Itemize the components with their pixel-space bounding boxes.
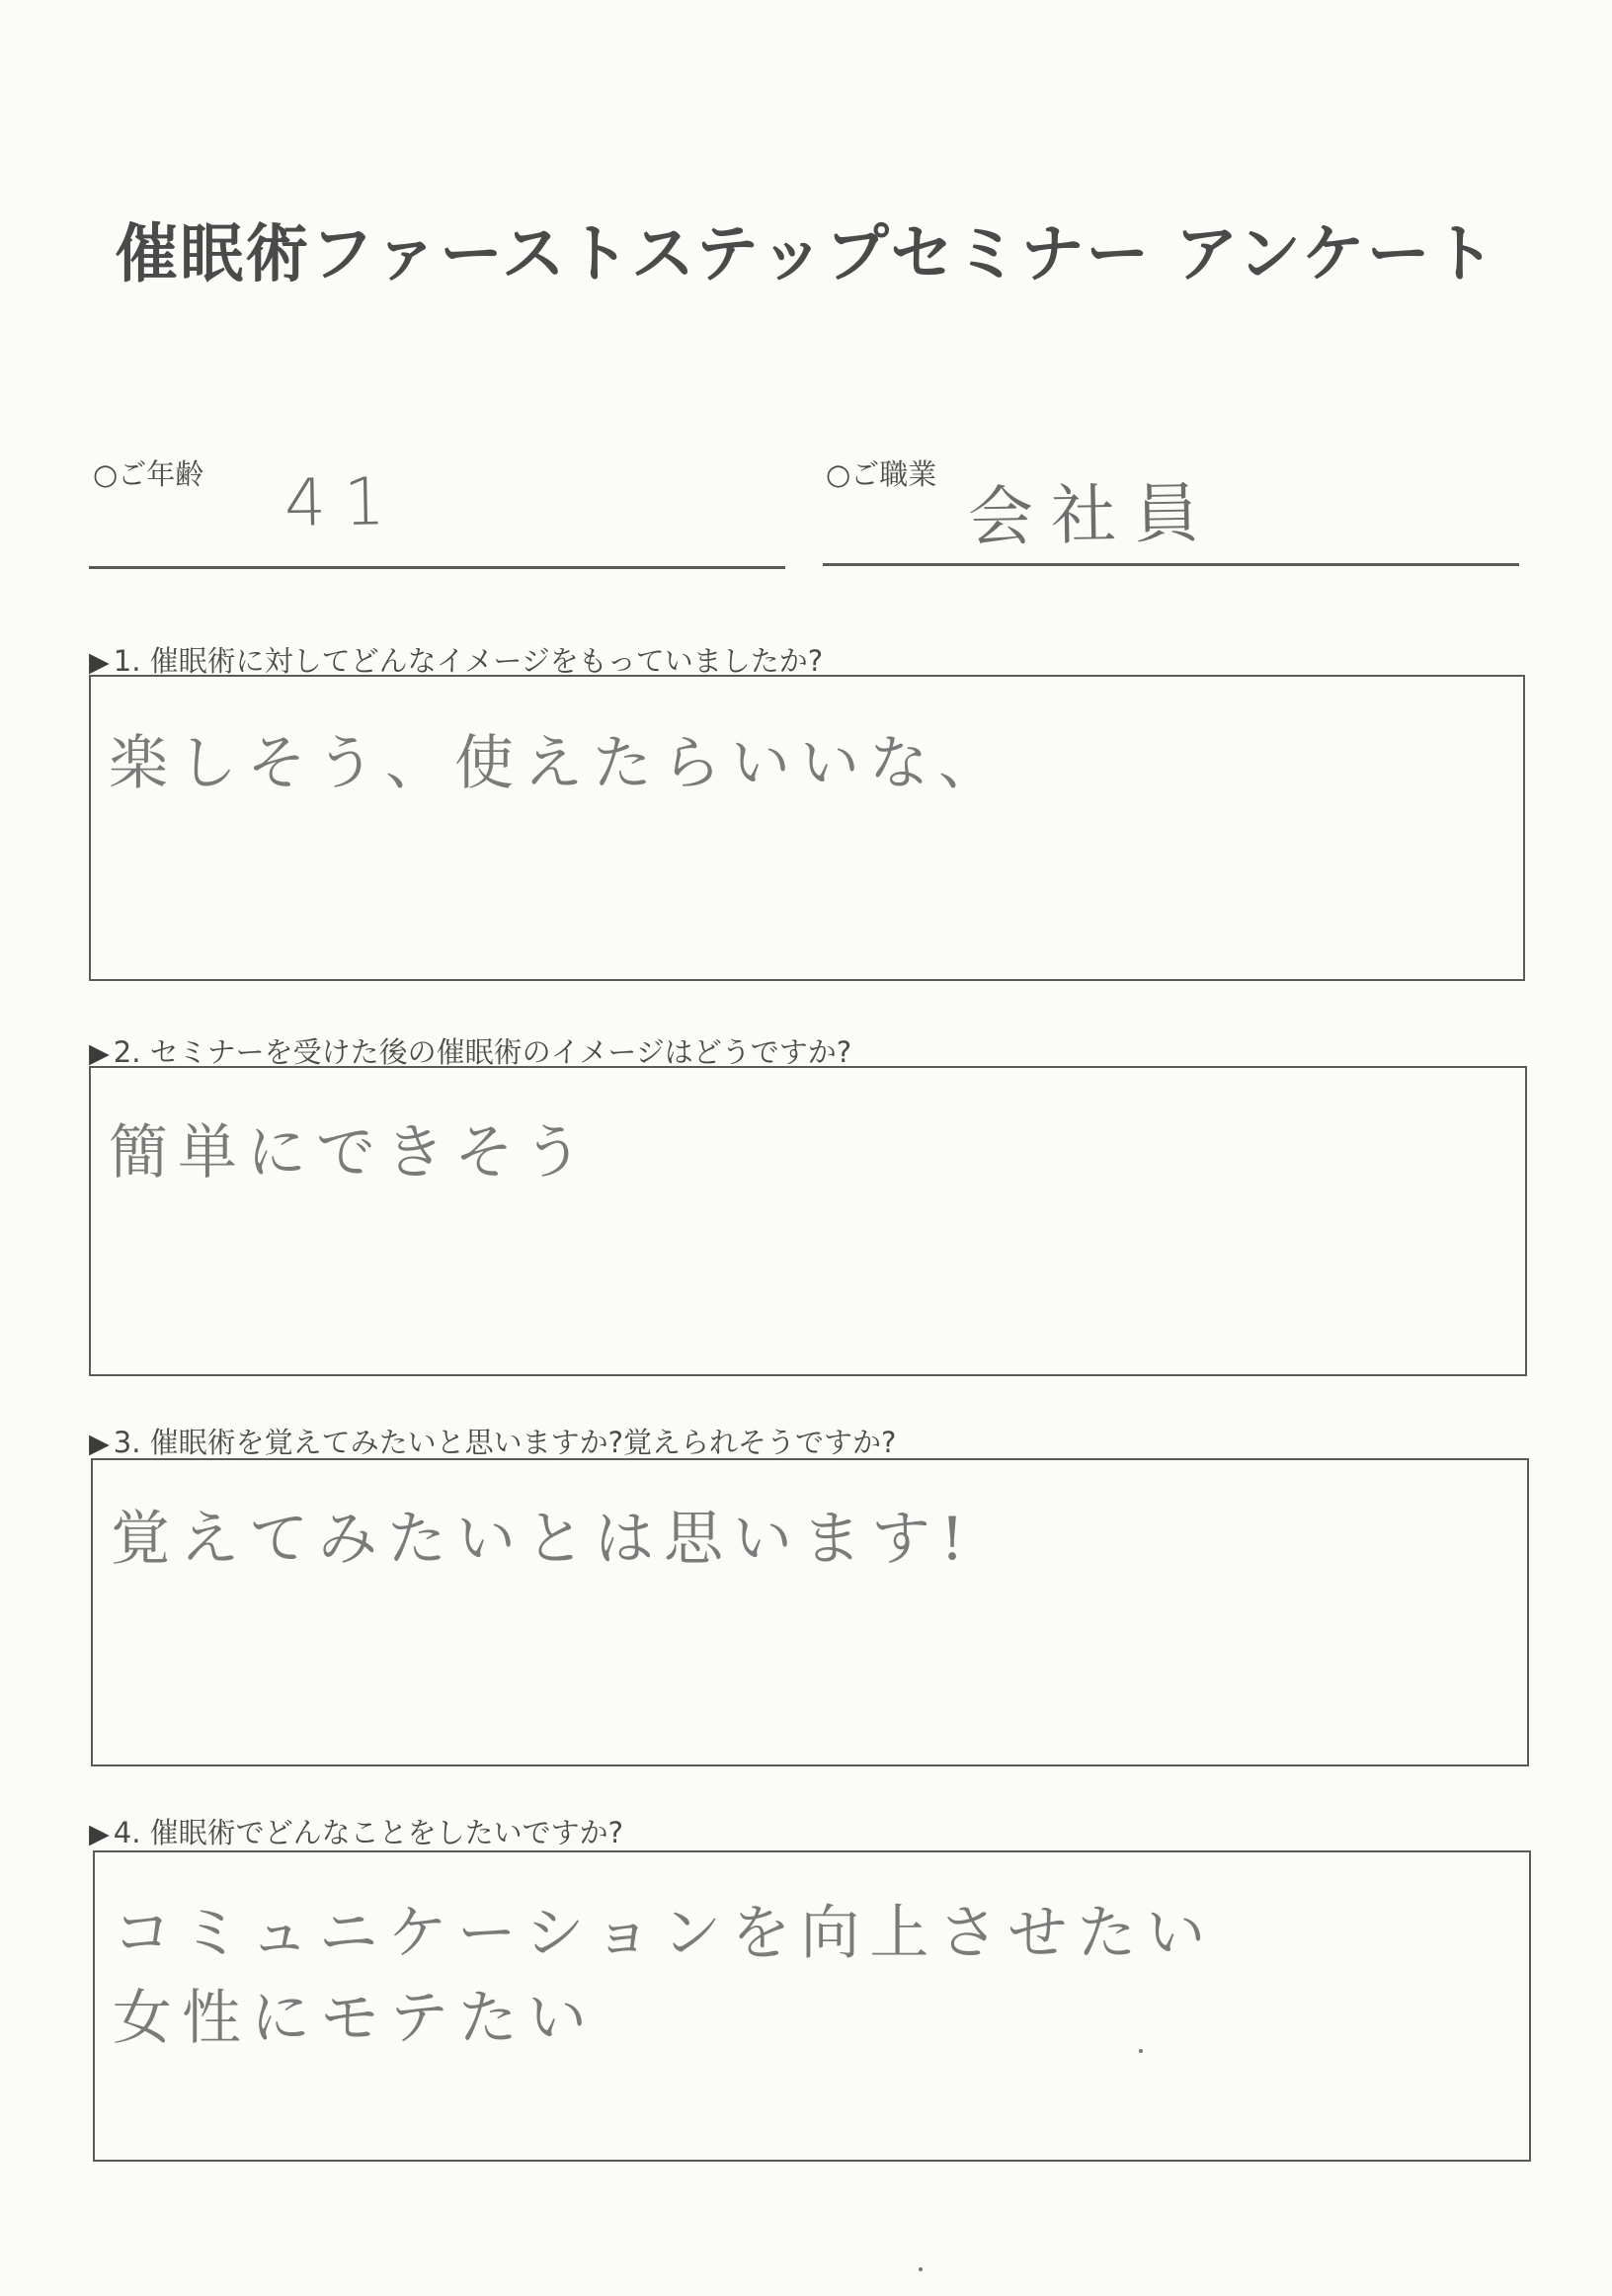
answer-4-line-2: 女性にモテたい — [113, 1984, 597, 2053]
triangle-marker-icon: ▶ — [89, 647, 110, 678]
age-underline — [89, 566, 785, 569]
occupation-label: ○ご職業 — [826, 457, 937, 491]
question-4-label — [89, 1811, 623, 1851]
answer-box-2[interactable] — [89, 1066, 1527, 1376]
question-1-text: 1. 催眠術に対してどんなイメージをもっていましたか? — [113, 644, 824, 678]
question-3-label — [89, 1421, 896, 1461]
age-label: ○ご年齢 — [93, 457, 204, 491]
triangle-marker-icon: ▶ — [89, 1038, 110, 1069]
scan-speck — [1139, 2049, 1143, 2053]
answer-2-line-1: 簡単にできそう — [109, 1118, 593, 1188]
answer-4-line-1: コミュニケーションを向上させたい — [113, 1899, 1216, 1968]
answer-3-line-1: 覚えてみたいとは思います! — [111, 1505, 975, 1574]
survey-title: 催眠術ファーストステップセミナー アンケート — [115, 217, 1497, 291]
triangle-marker-icon: ▶ — [89, 1429, 110, 1459]
age-value[interactable]: 41 — [283, 462, 404, 542]
question-3-text: 3. 催眠術を覚えてみたいと思いますか?覚えられそうですか? — [113, 1426, 897, 1459]
occupation-value[interactable]: 会社員 — [967, 474, 1218, 556]
question-2-text: 2. セミナーを受けた後の催眠術のイメージはどうですか? — [113, 1035, 852, 1069]
answer-box-4[interactable] — [93, 1850, 1531, 2162]
answer-box-1[interactable] — [89, 675, 1525, 981]
answer-1-line-1: 楽しそう、使えたらいいな、 — [109, 729, 1008, 798]
question-4-text: 4. 催眠術でどんなことをしたいですか? — [113, 1816, 624, 1849]
answer-box-3[interactable] — [91, 1458, 1529, 1766]
triangle-marker-icon: ▶ — [89, 1819, 110, 1849]
question-1-label — [89, 639, 823, 680]
scan-speck — [919, 2267, 923, 2271]
question-2-label — [89, 1030, 851, 1071]
occupation-underline — [823, 563, 1519, 566]
